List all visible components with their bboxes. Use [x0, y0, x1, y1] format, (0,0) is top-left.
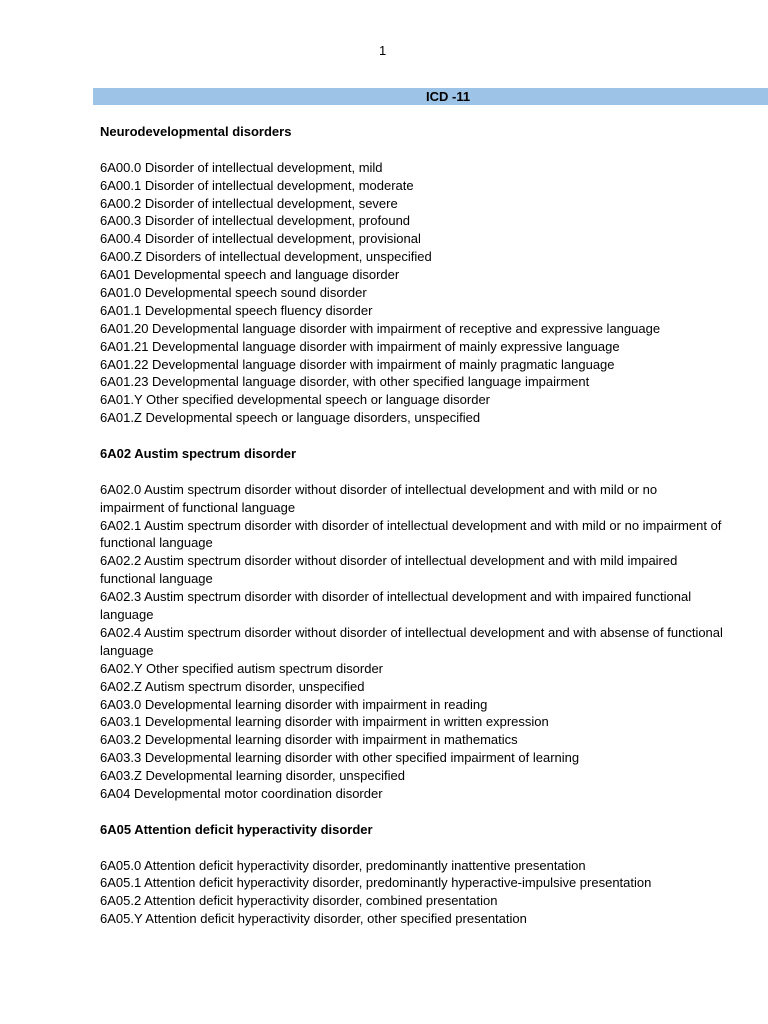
list-item: 6A02.0 Austim spectrum disorder without disorder of intellectual development and with mild or no: [100, 481, 658, 497]
spacer: [100, 141, 768, 159]
list-item: 6A00.4 Disorder of intellectual development, provisional: [100, 231, 421, 247]
list-item: 6A03.1 Developmental learning disorder with impairment in written expression: [100, 714, 549, 730]
spacer: [100, 427, 768, 445]
list-item: 6A02.Z Autism spectrum disorder, unspecified: [100, 678, 365, 694]
document-title: ICD -11: [426, 89, 471, 104]
list-item: 6A01.1 Developmental speech fluency disorder: [100, 302, 373, 318]
list-item: 6A00.2 Disorder of intellectual development, severe: [100, 195, 398, 211]
list-item: 6A05.2 Attention deficit hyperactivity disorder, combined presentation: [100, 893, 498, 909]
list-item: 6A03.3 Developmental learning disorder with other specified impairment of learning: [100, 750, 580, 766]
list-item: 6A01.23 Developmental language disorder, with other specified language impairment: [100, 374, 590, 390]
section3-list: [100, 857, 768, 929]
list-item: functional language: [100, 535, 213, 551]
spacer: [100, 463, 768, 481]
list-item: 6A00.0 Disorder of intellectual development, mild: [100, 159, 383, 175]
list-item: 6A00.Z Disorders of intellectual development, unspecified: [100, 249, 432, 265]
section2-list: [100, 481, 768, 803]
list-item: 6A01.Y Other specified developmental speech or language disorder: [100, 392, 491, 408]
list-item: impairment of functional language: [100, 499, 296, 515]
list-item: 6A03.Z Developmental learning disorder, unspecified: [100, 768, 405, 784]
section-heading-autism: 6A02 Austim spectrum disorder: [100, 446, 297, 462]
list-item: 6A01.22 Developmental language disorder with impairment of mainly pragmatic language: [100, 356, 615, 372]
spacer: [100, 803, 768, 821]
list-item: 6A01.21 Developmental language disorder with impairment of mainly expressive language: [100, 338, 620, 354]
list-item: 6A04 Developmental motor coordination disorder: [100, 785, 383, 801]
list-item: 6A03.2 Developmental learning disorder with impairment in mathematics: [100, 732, 518, 748]
section-heading-adhd: 6A05 Attention deficit hyperactivity disorder: [100, 821, 373, 837]
list-item: 6A00.1 Disorder of intellectual development, moderate: [100, 177, 414, 193]
list-item: 6A01 Developmental speech and language disorder: [100, 267, 400, 283]
list-item: 6A02.Y Other specified autism spectrum disorder: [100, 660, 384, 676]
list-item: language: [100, 642, 154, 658]
page-number: 1: [379, 43, 387, 58]
section1-list: [100, 159, 768, 427]
list-item: 6A02.1 Austim spectrum disorder with disorder of intellectual development and with mild or no impairment of: [100, 517, 722, 533]
list-item: 6A05.0 Attention deficit hyperactivity disorder, predominantly inattentive presentation: [100, 857, 586, 873]
list-item: 6A05.1 Attention deficit hyperactivity disorder, predominantly hyperactive-impulsive presentation: [100, 875, 652, 891]
list-item: 6A03.0 Developmental learning disorder with impairment in reading: [100, 696, 488, 712]
list-item: 6A05.Y Attention deficit hyperactivity disorder, other specified presentation: [100, 911, 527, 927]
document-body: [100, 123, 768, 928]
list-item: language: [100, 607, 154, 623]
list-item: 6A02.4 Austim spectrum disorder without disorder of intellectual development and with absense of functional: [100, 624, 723, 640]
list-item: 6A01.0 Developmental speech sound disorder: [100, 285, 367, 301]
list-item: 6A01.Z Developmental speech or language disorders, unspecified: [100, 410, 481, 426]
section-heading-neurodevelopmental: Neurodevelopmental disorders: [100, 124, 292, 139]
list-item: 6A02.3 Austim spectrum disorder with disorder of intellectual development and with impaired functional: [100, 589, 692, 605]
list-item: 6A00.3 Disorder of intellectual development, profound: [100, 213, 411, 229]
spacer: [100, 839, 768, 857]
list-item: functional language: [100, 571, 213, 587]
list-item: 6A02.2 Austim spectrum disorder without disorder of intellectual development and with mild impaired: [100, 553, 678, 569]
list-item: 6A01.20 Developmental language disorder with impairment of receptive and expressive language: [100, 320, 661, 336]
